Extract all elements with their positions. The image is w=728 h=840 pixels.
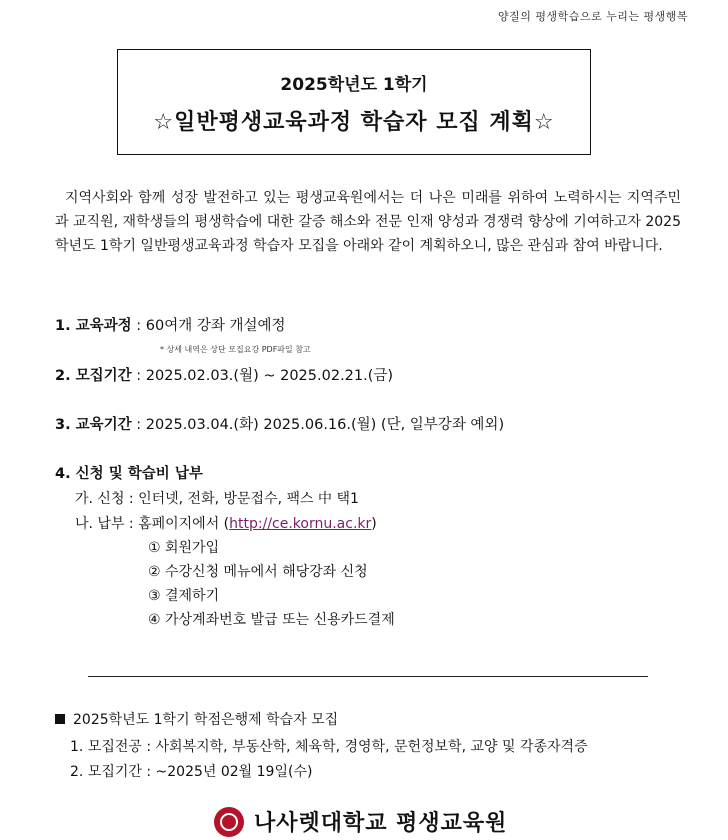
item-label: 3. 교육기간 (55, 417, 132, 433)
step-3: ③ 결제하기 (148, 588, 220, 604)
item-curriculum (55, 314, 286, 335)
item-apply-payment (55, 462, 203, 483)
section2-major: 1. 모집전공 : 사회복지학, 부동산학, 체육학, 경영학, 문헌정보학, 교양 및 각종자격증 (70, 739, 588, 755)
tagline: 양질의 평생학습으로 누리는 평생행복 (497, 10, 688, 23)
item-value: : 2025.02.03.(월) ~ 2025.02.21.(금) (136, 368, 394, 384)
item-value: : 2025.03.04.(화) 2025.06.16.(월) (단, 일부강좌 예외) (136, 417, 505, 433)
section2-title-text: 2025학년도 1학기 학점은행제 학습자 모집 (73, 712, 339, 728)
item-label: 1. 교육과정 (55, 318, 132, 334)
apply-method: 가. 신청 : 인터넷, 전화, 방문접수, 팩스 中 택1 (75, 491, 359, 507)
item-label: 4. 신청 및 학습비 납부 (55, 466, 203, 482)
item-value: : 60여개 강좌 개설예정 (136, 318, 286, 334)
university-seal-icon (214, 807, 244, 837)
intro-paragraph: 지역사회와 함께 성장 발전하고 있는 평생교육원에서는 더 나은 미래를 위하여 노력하시는 지역주민과 교직원, 재학생들의 평생학습에 대한 갈증 해소와 전문 인재 양성과 경쟁력 향상에 기여하고자 2025학년도 1학기 일반평생교육과정 학습자 모집을 아래와 같이 계획하오니, 많은 관심과 참여 바랍니다. (55, 190, 681, 254)
section2-period: 2. 모집기간 : ~2025년 02월 19일(수) (70, 764, 313, 780)
payment-suffix: ) (371, 516, 377, 532)
pdf-note: * 상세 내역은 상단 모집요강 PDF파일 참고 (160, 345, 311, 354)
title-year: 2025학년도 1학기 (280, 75, 428, 95)
title-box (117, 49, 591, 155)
step-1: ① 회원가입 (148, 540, 220, 556)
step-2: ② 수강신청 메뉴에서 해당강좌 신청 (148, 564, 368, 580)
item-recruit-period (55, 364, 393, 385)
payment-prefix: 나. 납부 : 홈페이지에서 ( (75, 516, 230, 532)
divider (88, 676, 648, 677)
section2-title (55, 709, 338, 729)
homepage-link[interactable]: http://ce.kornu.ac.kr (229, 516, 372, 532)
title-main: ☆일반평생교육과정 학습자 모집 계획☆ (153, 110, 555, 135)
footer (214, 806, 507, 837)
footer-institution: 나사렛대학교 평생교육원 (254, 811, 508, 836)
item-label: 2. 모집기간 (55, 368, 132, 384)
item-education-period (55, 413, 504, 434)
square-bullet-icon (55, 714, 65, 724)
step-4: ④ 가상계좌번호 발급 또는 신용카드결제 (148, 612, 395, 628)
payment-line (75, 513, 377, 533)
